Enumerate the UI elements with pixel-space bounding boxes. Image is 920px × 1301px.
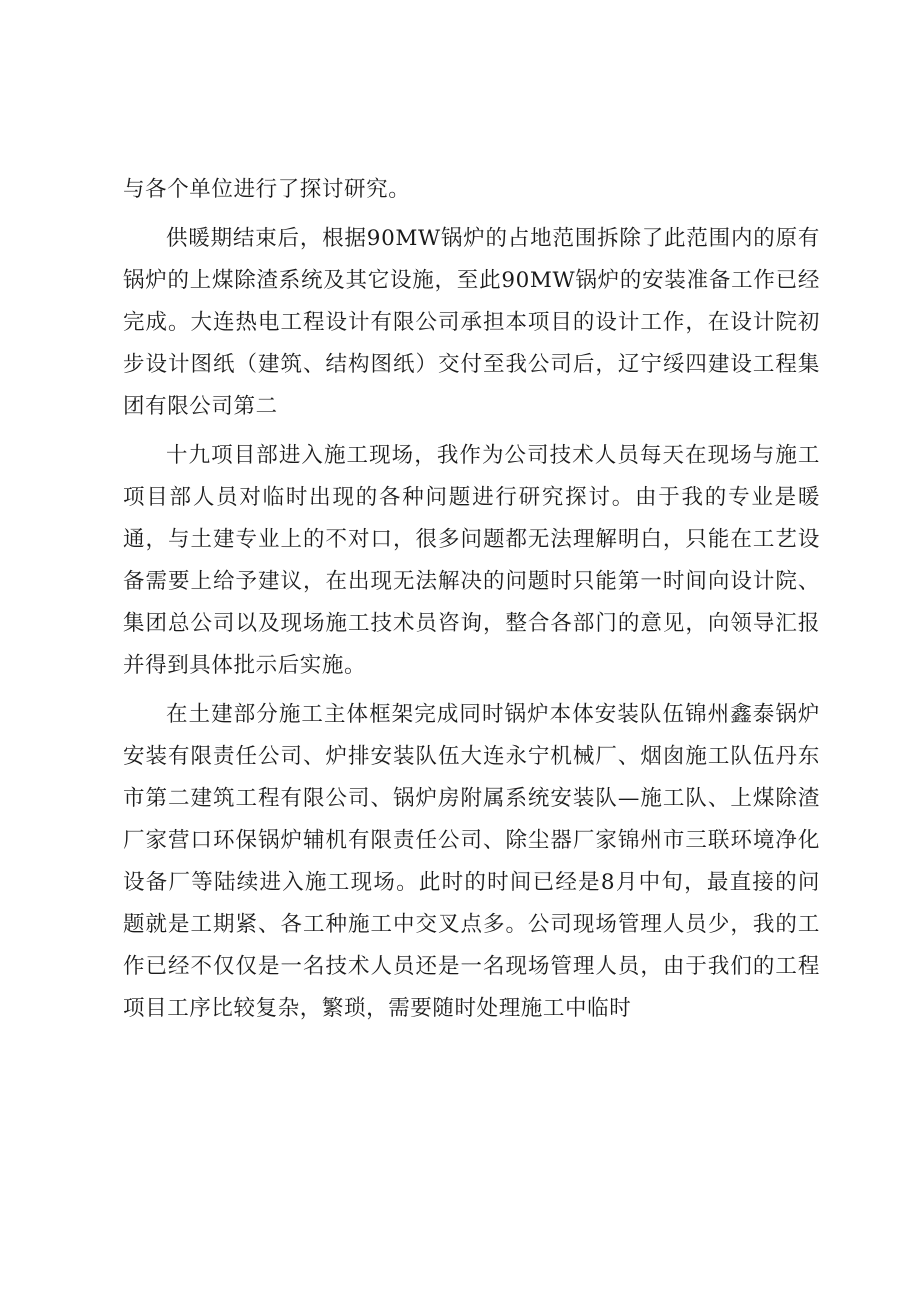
paragraph-3: 十九项目部进入施工现场，我作为公司技术人员每天在现场与施工项目部人员对临时出现的各种问题进行研究探讨。由于我的专业是暖通，与土建专业上的不对口，很多问题都无法理解明白，只能在工艺设备需要上给予建议，在出现无法解决的问题时只能第一时间向设计院、集团总公司以及现场施工技术员咨询，整合各部门的意见，向领导汇报并得到具体批示后实施。 (123, 443, 820, 678)
document-body (123, 169, 820, 1037)
paragraph-2: 供暖期结束后，根据90MW锅炉的占地范围拆除了此范围内的原有锅炉的上煤除渣系统及其它设施，至此90MW锅炉的安装准备工作已经完成。大连热电工程设计有限公司承担本项目的设计工作，在设计院初步设计图纸（建筑、结构图纸）交付至我公司后，辽宁绥四建设工程集团有限公司第二 (123, 226, 820, 419)
paragraph-4: 在土建部分施工主体框架完成同时锅炉本体安装队伍锦州鑫泰锅炉安装有限责任公司、炉排安装队伍大连永宁机械厂、烟囱施工队伍丹东市第二建筑工程有限公司、锅炉房附属系统安装队—施工队、上煤除渣厂家营口环保锅炉辅机有限责任公司、除尘器厂家锦州市三联环境净化设备厂等陆续进入施工现场。此时的时间已经是8月中旬，最直接的问题就是工期紧、各工种施工中交叉点多。公司现场管理人员少，我的工作已经不仅仅是一名技术人员还是一名现场管理人员，由于我们的工程项目工序比较复杂，繁琐，需要随时处理施工中临时 (123, 702, 820, 1021)
paragraph-1: 与各个单位进行了探讨研究。 (123, 177, 411, 202)
